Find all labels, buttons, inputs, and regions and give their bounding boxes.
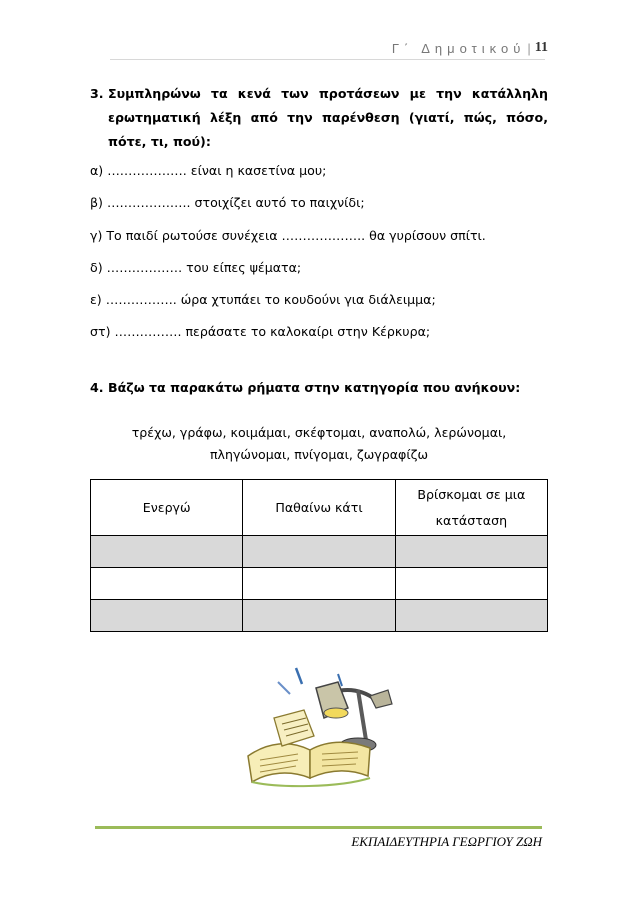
header-separator: |: [527, 40, 531, 56]
table-header-row: [91, 480, 548, 536]
header-state-label: Βρίσκομαι σε μια κατάσταση: [417, 486, 526, 528]
footer-divider: [95, 826, 542, 829]
exercise-4-text: Βάζω τα παρακάτω ρήματα στην κατηγορία που ανήκουν:: [108, 380, 521, 395]
exercise-3-item-c: γ) Το παιδί ρωτούσε συνέχεια ……………….. θα γυρίσουν σπίτι.: [90, 228, 486, 243]
exercise-3-item-d: δ) ……………… του είπες ψέματα;: [90, 260, 302, 275]
exercise-4-instruction: [90, 376, 548, 400]
header-state: [395, 480, 547, 536]
exercise-3-instruction: [90, 82, 548, 154]
table-cell[interactable]: [91, 568, 243, 600]
table-row: [91, 600, 548, 632]
header-divider: [110, 59, 545, 60]
header-suffer: Παθαίνω κάτι: [243, 480, 395, 536]
table-cell[interactable]: [243, 600, 395, 632]
table-cell[interactable]: [243, 568, 395, 600]
exercise-3-number: 3.: [90, 86, 104, 101]
table-cell[interactable]: [243, 536, 395, 568]
exercise-3-item-a: α) ………………. είναι η κασετίνα μου;: [90, 163, 327, 178]
verb-list-line-1: τρέχω, γράφω, κοιμάμαι, σκέφτομαι, αναπολώ, λερώνομαι,: [131, 425, 507, 440]
exercise-3-item-e: ε) …………….. ώρα χτυπάει το κουδούνι για διάλειμμα;: [90, 292, 436, 307]
table-cell[interactable]: [395, 536, 547, 568]
table-row: [91, 568, 548, 600]
exercise-3-item-b: β) ……………….. στοιχίζει αυτό το παιχνίδι;: [90, 195, 365, 210]
verb-category-table: [90, 479, 548, 632]
table-cell[interactable]: [91, 600, 243, 632]
table-cell[interactable]: [395, 600, 547, 632]
page-header: [392, 40, 548, 56]
header-active: Ενεργώ: [91, 480, 243, 536]
table-cell[interactable]: [91, 536, 243, 568]
verb-list-line-2: πληγώνομαι, πνίγομαι, ζωγραφίζω: [209, 447, 429, 462]
exercise-3-item-st: στ) ……………. περάσατε το καλοκαίρι στην Κέρκυρα;: [90, 324, 431, 339]
table-row: [91, 536, 548, 568]
header-title: Γ΄ Δημοτικού: [391, 40, 526, 56]
exercise-3-text: Συμπληρώνω τα κενά των προτάσεων με την κατάλληλη ερωτηματική λέξη από την παρένθεση (γιατί, πώς, πόσο, πότε, τι, πού):: [108, 86, 548, 149]
exercise-4-number: 4.: [90, 380, 104, 395]
table-cell[interactable]: [395, 568, 547, 600]
page-number: 11: [534, 40, 548, 55]
verb-list: [90, 422, 548, 466]
footer-author: ΕΚΠΑΙΔΕΥΤΗΡΙΑ ΓΕΩΡΓΙΟΥ ΖΩΗ: [351, 834, 542, 849]
open-book-with-lamp-icon: [238, 660, 398, 790]
